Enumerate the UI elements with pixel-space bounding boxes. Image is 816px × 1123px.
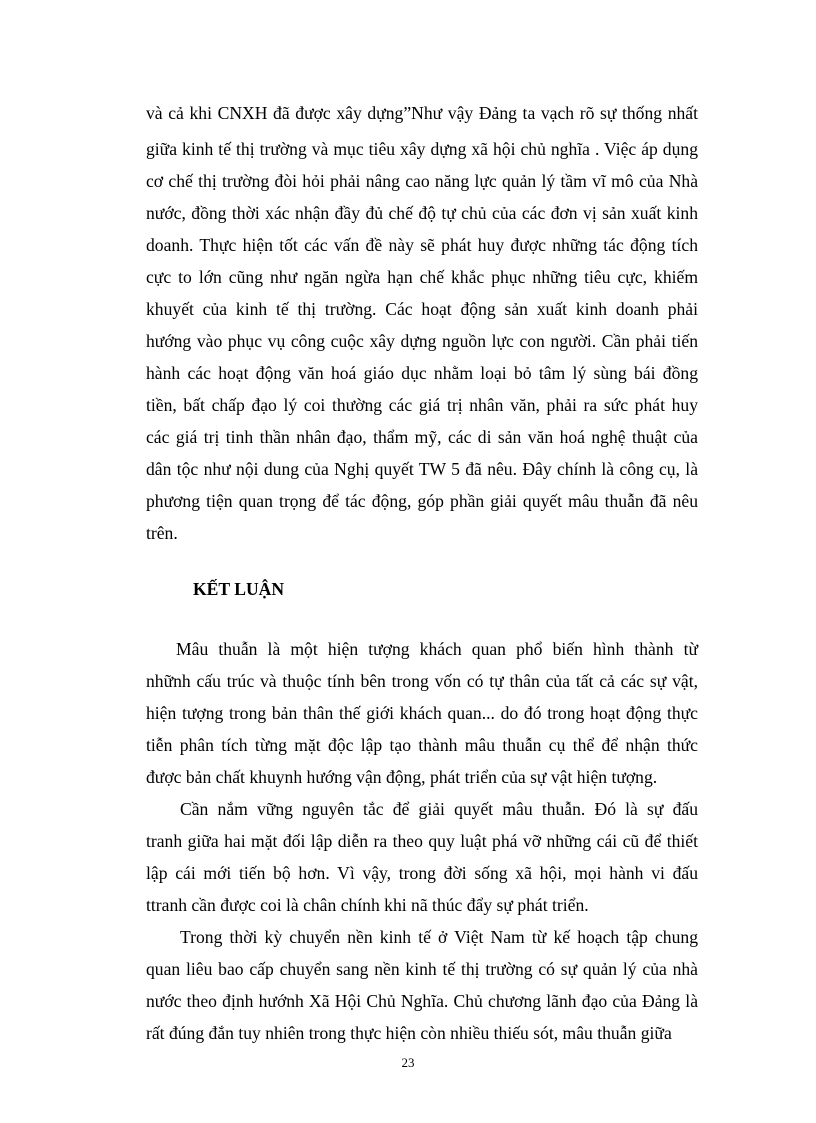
- paragraph-line: và cả khi CNXH đã được xây dựng”Như vậy Đảng ta vạch rõ sự thống nhất: [146, 103, 698, 123]
- paragraph-line: hiện tượng trong bản thân thế giới khách quan... do đó trong hoạt động thực: [146, 703, 698, 723]
- paragraph-line: nước, đồng thời xác nhận đầy đủ chế độ tự chủ của các đơn vị sản xuất kinh: [146, 203, 698, 223]
- paragraph-line: ttranh cần được coi là chân chính khi nã thúc đẩy sự phát triển.: [146, 895, 589, 915]
- paragraph-line: khuyết của kinh tế thị trường. Các hoạt động sản xuất kinh doanh phải: [146, 299, 698, 319]
- paragraph-line: tiền, bất chấp đạo lý coi thường các giá trị nhân văn, phải ra sức phát huy: [146, 395, 698, 415]
- paragraph-line: được bản chất khuynh hướng vận động, phát triển của sự vật hiện tượng.: [146, 767, 658, 787]
- paragraph-line: nhữnh cấu trúc và thuộc tính bên trong vốn có tự thân của tất cả các sự vật,: [146, 671, 698, 691]
- paragraph-line: Cần nắm vững nguyên tắc để giải quyết mâu thuẫn. Đó là sự đấu: [180, 799, 698, 819]
- paragraph-line: nước theo định hướnh Xã Hội Chủ Nghĩa. Chủ chương lãnh đạo của Đảng là: [146, 991, 698, 1011]
- paragraph-line: cơ chế thị trường đòi hỏi phải nâng cao năng lực quản lý tầm vĩ mô của Nhà: [146, 171, 698, 191]
- paragraph-line: tiễn phân tích từng mặt độc lập tạo thành mâu thuẫn cụ thể để nhận thức: [146, 735, 698, 755]
- section-heading: KẾT LUẬN: [193, 579, 285, 599]
- paragraph-line: hướng vào phục vụ công cuộc xây dựng nguồn lực con người. Cần phải tiến: [146, 331, 698, 351]
- paragraph-line: Mâu thuẫn là một hiện tượng khách quan phổ biến hình thành từ: [176, 639, 698, 659]
- paragraph-line: lập cái mới tiến bộ hơn. Vì vậy, trong đời sống xã hội, mọi hành vi đấu: [146, 863, 698, 883]
- paragraph-line: trên.: [146, 523, 178, 543]
- page-number: 23: [401, 1055, 415, 1070]
- paragraph-line: rất đúng đắn tuy nhiên trong thực hiện còn nhiều thiếu sót, mâu thuẫn giữa: [146, 1023, 672, 1043]
- paragraph-line: doanh. Thực hiện tốt các vấn đề này sẽ phát huy được những tác động tích: [146, 235, 698, 255]
- paragraph-line: các giá trị tinh thần nhân đạo, thẩm mỹ, các di sản văn hoá nghệ thuật của: [146, 427, 698, 447]
- paragraph-line: tranh giữa hai mặt đối lập diễn ra theo quy luật phá vỡ những cái cũ để thiết: [146, 831, 698, 851]
- paragraph-line: Trong thời kỳ chuyển nền kinh tế ở Việt Nam từ kế hoạch tập chung: [180, 927, 698, 947]
- paragraph-line: quan liêu bao cấp chuyển sang nền kinh tế thị trường có sự quản lý của nhà: [146, 959, 698, 979]
- paragraph-line: cực to lớn cũng như ngăn ngừa hạn chế khắc phục những tiêu cực, khiếm: [146, 267, 698, 287]
- paragraph-line: hành các hoạt động văn hoá giáo dục nhằm loại bỏ tâm lý sùng bái đồng: [146, 363, 698, 383]
- paragraph-line: giữa kinh tế thị trường và mục tiêu xây dựng xã hội chủ nghĩa . Việc áp dụng: [146, 139, 698, 159]
- paragraph-line: dân tộc như nội dung của Nghị quyết TW 5 đã nêu. Đây chính là công cụ, là: [146, 459, 698, 479]
- paragraph-line: phương tiện quan trọng để tác động, góp phần giải quyết mâu thuẫn đã nêu: [146, 491, 698, 511]
